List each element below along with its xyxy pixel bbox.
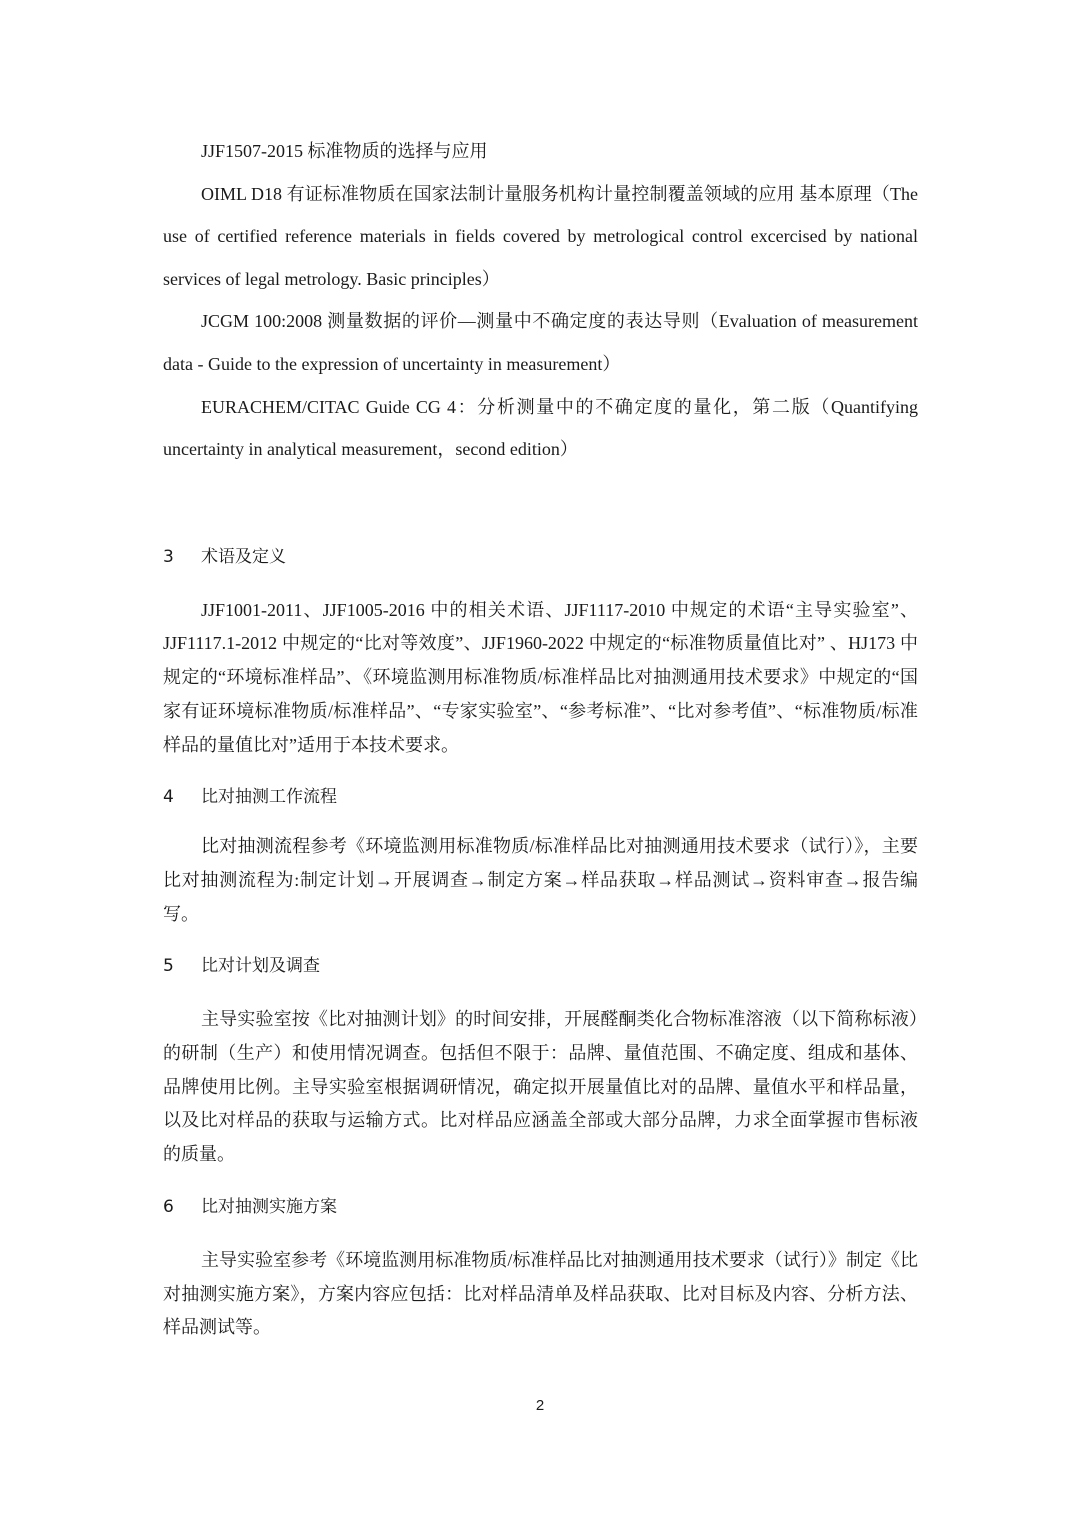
section-workflow	[163, 782, 918, 931]
section-number: 6	[163, 1196, 174, 1217]
section-body: 比对抽测流程参考《环境监测用标准物质/标准样品比对抽测通用技术要求（试行）》，主要比对抽测流程为:制定计划→开展调查→制定方案→样品获取→样品测试→资料审查→报告编写。	[163, 836, 918, 924]
page-number: 2	[535, 1397, 545, 1414]
section-number: 3	[163, 546, 174, 567]
section-implementation	[163, 1192, 918, 1345]
document-page	[163, 130, 918, 1345]
section-terms	[163, 542, 918, 763]
section-title: 比对抽测工作流程	[201, 787, 337, 808]
reference-item: JJF1507-2015 标准物质的选择与应用	[201, 141, 488, 161]
reference-item: EURACHEM/CITAC Guide CG 4：分析测量中的不确定度的量化，第二版（Quantifying uncertainty in analytical measurement，second edition）	[163, 396, 918, 460]
section-number: 5	[163, 956, 174, 977]
section-body: 主导实验室参考《环境监测用标准物质/标准样品比对抽测通用技术要求（试行）》制定《比对抽测实施方案》，方案内容应包括：比对样品清单及样品获取、比对目标及内容、分析方法、样品测试等。	[163, 1249, 918, 1338]
reference-item: JCGM 100:2008 测量数据的评价—测量中不确定度的表达导则（Evaluation of measurement data - Guide to the expression of uncertainty in measurement）	[163, 311, 918, 374]
reference-list	[163, 130, 918, 471]
section-heading	[163, 542, 918, 572]
section-title: 比对计划及调查	[201, 956, 320, 977]
section-title: 比对抽测实施方案	[201, 1196, 337, 1217]
section-heading	[163, 1192, 918, 1222]
section-heading	[163, 782, 918, 812]
section-body: JJF1001-2011、JJF1005-2016 中的相关术语、JJF1117-2010 中规定的术语“主导实验室”、JJF1117.1-2012 中规定的“比对等效度”、JJF1960-2022 中规定的“标准物质量值比对” 、HJ173 中规定的“环境标准样品”、《环境监测用标准物质/标准样品比对抽测通用技术要求》中规定的“国家有证环境标准物质/标准样品”、“专家实验室”、“参考标准”、“比对参考值”、“标准物质/标准样品的量值比对”适用于本技术要求。	[163, 599, 918, 755]
section-title: 术语及定义	[201, 546, 286, 567]
section-number: 4	[163, 787, 174, 808]
section-plan-survey	[163, 951, 918, 1172]
section-heading	[163, 951, 918, 981]
section-body: 主导实验室按《比对抽测计划》的时间安排，开展醛酮类化合物标准溶液（以下简称标液）的研制（生产）和使用情况调查。包括但不限于：品牌、量值范围、不确定度、组成和基体、品牌使用比例。主导实验室根据调研情况，确定拟开展量值比对的品牌、量值水平和样品量，以及比对样品的获取与运输方式。比对样品应涵盖全部或大部分品牌，力求全面掌握市售标液的质量。	[163, 1009, 918, 1165]
reference-item: OIML D18 有证标准物质在国家法制计量服务机构计量控制覆盖领域的应用 基本原理（The use of certified reference materials in fields covered by metrological control excercised by national services of legal metrology. Basic principles）	[163, 183, 918, 289]
